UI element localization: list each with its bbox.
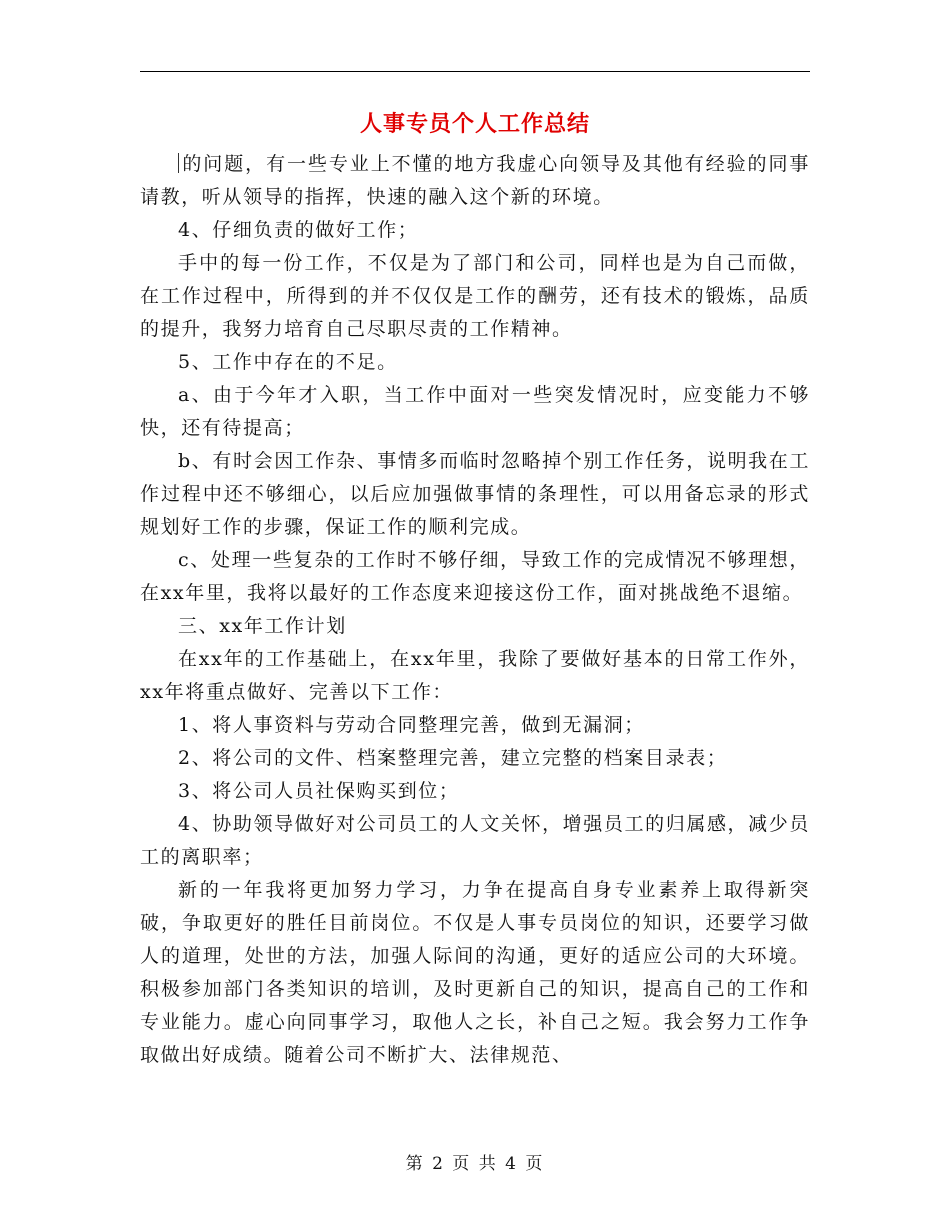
paragraph-10: 1、将人事资料与劳动合同整理完善，做到无漏洞； [178, 714, 645, 736]
paragraph-9: 在xx年的工作基础上，在xx年里，我除了要做好基本的日常工作外，xx年将重点做好、完善以下工作： [140, 648, 810, 703]
page-number-footer: 第 2 页 共 4 页 [405, 1154, 545, 1174]
document-body [140, 148, 810, 1072]
text-cursor [178, 153, 179, 173]
paragraph-1 [140, 148, 810, 214]
paragraph-8: 三、xx年工作计划 [178, 615, 347, 637]
paragraph-11: 2、将公司的文件、档案整理完善，建立完整的档案目录表； [178, 747, 728, 769]
document-title: 人事专员个人工作总结 [359, 112, 590, 137]
header-rule [140, 71, 810, 72]
paragraph-12: 3、将公司人员社保购买到位； [178, 780, 460, 802]
paragraph-2: 4、仔细负责的做好工作； [178, 219, 419, 241]
paragraph-6: b、有时会因工作杂、事情多而临时忽略掉个别工作任务，说明我在工作过程中还不够细心，以后应加强做事情的条理性，可以用备忘录的形式规划好工作的步骤，保证工作的顺利完成。 [140, 450, 810, 538]
paragraph-text: 的问题，有一些专业上不懂的地方我虚心向领导及其他有经验的同事请教，听从领导的指挥，快速的融入这个新的环境。 [140, 153, 810, 208]
paragraph-4: 5、工作中存在的不足。 [178, 351, 398, 373]
paragraph-3: 手中的每一份工作，不仅是为了部门和公司，同样也是为自己而做，在工作过程中，所得到的并不仅仅是工作的酬劳，还有技术的锻炼，品质的提升，我努力培育自己尽职尽责的工作精神。 [140, 252, 810, 340]
paragraph-13: 4、协助领导做好对公司员工的人文关怀，增强员工的归属感，减少员工的离职率； [140, 813, 810, 868]
paragraph-7: c、处理一些复杂的工作时不够仔细，导致工作的完成情况不够理想，在xx年里，我将以最好的工作态度来迎接这份工作，面对挑战绝不退缩。 [140, 549, 810, 604]
paragraph-5: a、由于今年才入职，当工作中面对一些突发情况时，应变能力不够快，还有待提高； [140, 384, 810, 439]
paragraph-14: 新的一年我将更加努力学习，力争在提高自身专业素养上取得新突破，争取更好的胜任目前岗位。不仅是人事专员岗位的知识，还要学习做人的道理，处世的方法，加强人际间的沟通，更好的适应公司的大环境。积极参加部门各类知识的培训，及时更新自己的知识，提高自己的工作和专业能力。虚心向同事学习，取他人之长，补自己之短。我会努力工作争取做出好成绩。随着公司不断扩大、法律规范、 [140, 879, 810, 1066]
